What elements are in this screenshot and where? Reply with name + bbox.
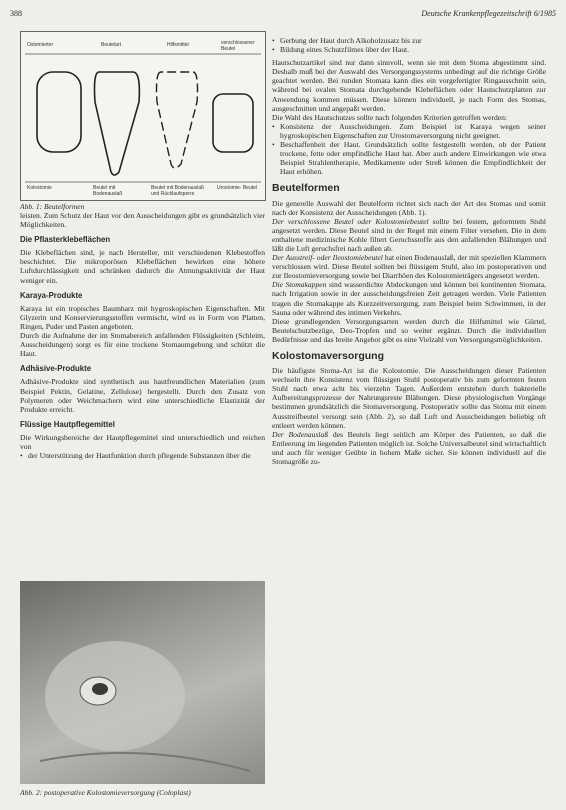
bullet-schutzfilm: • Bildung eines Schutzfilmes über der Haut. xyxy=(280,45,546,54)
heading-adhaesiv: Adhäsive-Produkte xyxy=(20,364,92,374)
paragraph-fluessig: Die Wirkungsbereiche der Hautpflegemittel sind unterschiedlich und reichen von xyxy=(20,432,265,451)
term-bodenauslass: Der Bodenauslaß xyxy=(272,429,329,439)
left-column xyxy=(20,211,265,460)
fig-label-bottom-3: Beutel mit Bodenauslaß und Rücklaufsperre xyxy=(151,185,205,197)
figure1-caption: Abb. 1: Beutelformen xyxy=(20,202,85,211)
paragraph-ausstreif: Der Ausstreif- oder Ileostomiebeutel hat einen Bodenauslaß, der mit speziellen Klammern verschlossen wird. Diese Beutel sollten bei flüssigem Stuhl, also im postoperativen und zur Ileostomieversorgung sowie bei Diarrhöen des Kolostomieträgers angesetzt werden. xyxy=(272,253,546,281)
photo-drawing xyxy=(20,581,265,784)
bullet-hautfunktion: • der Unterstützung der Hautfunktion durch pflegende Substanzen über die xyxy=(28,451,265,460)
fig-label-bottom-2: Beutel mit Bodenauslaß xyxy=(93,185,123,197)
paragraph-kriterien: Die Wahl des Hautschutzes sollte nach folgenden Kriterien getroffen werden: xyxy=(272,112,508,122)
heading-karaya: Karaya-Produkte xyxy=(20,290,83,300)
bullet-gerbung: • Gerbung der Haut durch Alkoholzusatz bis zur xyxy=(280,36,546,45)
paragraph-stomakappen: Die Stomakappen sind wasserdichte Abdeckungen und können bei kontinenten Stomata, nach Irrigation sowie in der ausscheidungsfreien Zeit getragen werden. Viele Patienten tragen die Stomakappe als Kurzzeitversorgung, zum Beispiel beim Schwimmen, in der Sauna oder während des intimen Verkehrs. xyxy=(272,280,546,317)
paragraph-pflaster: Die Klebeflächen sind, je nach Hersteller, mit verschiedenen Klebestoffen beschichtet. Die mikroporösen Klebeflächen bewirken eine höhere Luftdurchlässigkeit und schränken dadurch die Atmungsaktivität der Haut weniger ein. xyxy=(20,248,265,285)
paragraph-hilfsmittel: Diese grundlegenden Versorgungsarten werden durch die Hilfsmittel wie Gürtel, Beutelschutzbezüge, Deo-Tropfen und so weiter ergänzt. Durch die individuellen Bedürfnisse und das breite Angebot gibt es eine Vielzahl von Versorgungsmöglichkeiten. xyxy=(272,316,546,344)
term-verschlossen: Der verschlossene Beutel oder Kolostomiebeutel xyxy=(272,216,429,226)
journal-title: Deutsche Krankenpflegezeitschrift 6/1985 xyxy=(421,9,556,18)
fig-label-top-1: Ostomierter xyxy=(27,42,54,48)
bag-urostomy xyxy=(213,94,253,152)
fig-label-top-4: verschlossener Beutel xyxy=(221,40,255,52)
term-stomakappen: Die Stomakappen xyxy=(272,280,327,290)
bag-shapes-drawing xyxy=(21,32,265,200)
fig-label-bottom-4: Urostomie- Beutel xyxy=(217,185,258,191)
paragraph-hautschutz: Hautschutzartikel sind nur dann sinnvoll, wenn sie mit dem Stoma abgestimmt sind. Deshalb muß bei der Auswahl des Versorgungssystems unbedingt auf die richtige Größe geachtet werden. Bei runden Stomata kann dies ein vorgefertigter Ringausschnitt sein, während bei ovalen Stomata durchgehende Klebeflächen oder Hautschutzplatten zur Anwendung kommen müssen. Diese können individuell, je nach Form des Stomas, ausgeschnitten und angepaßt werden. xyxy=(272,58,546,113)
paragraph-kolostomie-1: Die häufigste Stoma-Art ist die Kolostomie. Die Ausscheidungen dieser Patienten wechseln ihre Konsistenz vom flüssigen Stuhl postoperativ bis zum geformten festen Stuhl nach etwa acht bis vierzehn Tagen. Außerdem entstehen durch bakterielle Aufbereitungsprozesse der Nahrungsreste Blähungen. Diese physiologischen Vorgänge bestimmen grundsätzlich die Stomaversorgung. Postoperativ sollte das Stoma mit einem Ausstreifbeutel versorgt sein (Abb. 2), so daß Luft und Ausscheidungen beliebig oft entleert werden können. xyxy=(272,366,546,430)
right-column xyxy=(272,36,546,802)
intro-paragraph: leisten. Zum Schutz der Haut vor den Ausscheidungen gibt es grundsätzlich vier Möglichkeiten. xyxy=(20,211,265,230)
paragraph-kolostomie-2: Der Bodenauslaß des Beutels liegt seitlich am Körper des Patienten, so daß die Entleerung im liegenden Patienten möglich ist. Solche Universalbeutel sind wirtschaftlich und auch für weniger Geübte in hohem Maße sicher. Sie können individuell auf die Stomagröße zu- xyxy=(272,429,546,467)
fig-label-bottom-1: Kolostomie xyxy=(27,185,52,191)
heading-pflaster: Die Pflasterklebeflächen xyxy=(20,235,111,245)
paragraph-verschlossen: Der verschlossene Beutel oder Kolostomiebeutel sollte bei festem, geformtem Stuhl angesetzt werden. Diese Beutel sind in der Regel mit einem Filter versehen. Die in dem enthaltene medizinische Kohle filtert Geruchsstoffe aus den anfallenden Blähungen und läßt die Luft geruchsfrei nach außen ab. xyxy=(272,216,546,253)
fig-label-top-2: Beutelart xyxy=(101,42,122,48)
figure-bag-shapes xyxy=(20,31,266,201)
paragraph-karaya-2: Durch die Aufnahme der im Stomabereich anfallenden Flüssigkeiten (Schleim, Ausscheidungen) sorgt es für eine trockene Stomaumgebung und schützt die Haut. xyxy=(20,331,265,359)
bag-drainable xyxy=(95,72,140,175)
paragraph-beutelformen: Die generelle Auswahl der Beutelform richtet sich nach der Art des Stomas und somit nach der Konsistenz der Ausscheidungen (Abb. 1). xyxy=(272,198,546,217)
heading-kolostomaversorgung: Kolostomaversorgung xyxy=(272,350,385,362)
page-header xyxy=(10,9,556,21)
term-ausstreif: Der Ausstreif- oder Ileostomiebeutel xyxy=(272,253,383,263)
bag-closed xyxy=(37,72,81,152)
paragraph-karaya-1: Karaya ist ein tropisches Baumharz mit hygroskopischen Eigenschaften. Mit Glyzerin und Konservierungsstoffen vermischt, wird es in Form von Platten, Ringen, Puder und Pasten angeboten. xyxy=(20,303,265,331)
bullet-konsistenz: • Konsistenz der Ausscheidungen. Zum Beispiel ist Karaya wegen seiner hygroskopischen Eigenschaften zur Urostomaversorgung nicht geeignet. xyxy=(280,122,546,140)
heading-fluessig: Flüssige Hautpflegemittel xyxy=(20,419,115,429)
bag-drainable-valve xyxy=(157,72,198,168)
bullet-beschaffenheit: • Beschaffenheit der Haut. Grundsätzlich sollte festgestellt werden, ob der Patient trockene, fette oder empfindliche Haut hat. Aber auch andere Einwirkungen wie etwa Beispiel Strahlentherapie, Medikamente oder Streß können die Empfindlichkeit der Haut erhöhen. xyxy=(280,140,546,176)
paragraph-adhaesiv: Adhäsive-Produkte sind synthetisch aus hautfreundlichen Materialien (zum Beispiel Pektin, Gelatine, Zellulose) hergestellt. Durch den Zusatz von Polymeren oder Weichmachern wird eine unterschiedliche Elastizität der Produkte erreicht. xyxy=(20,377,265,414)
figure2-caption: Abb. 2: postoperative Kolostomieversorgung (Coloplast) xyxy=(20,788,191,797)
heading-beutelformen: Beutelformen xyxy=(272,182,340,195)
postoperative-colostomy-photo xyxy=(20,581,265,784)
page-number: 388 xyxy=(10,9,22,18)
fig-label-top-3: Hilfsmittel xyxy=(167,42,189,48)
